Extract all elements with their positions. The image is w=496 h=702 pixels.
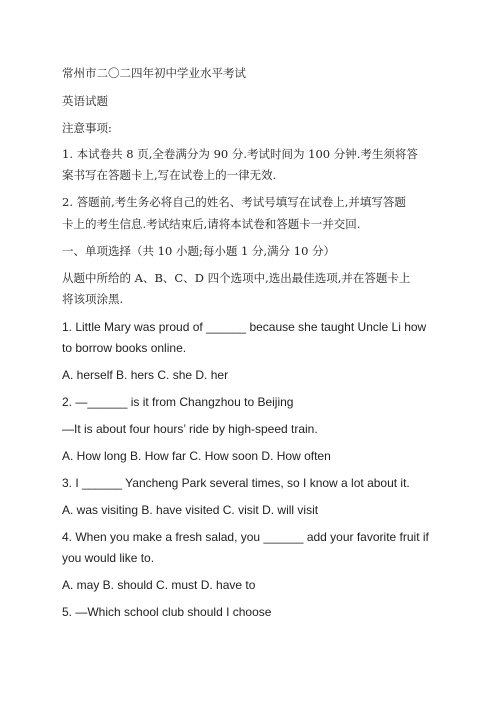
section-1-heading: 一、单项选择（共 10 小题;每小题 1 分,满分 10 分） xyxy=(62,244,336,258)
notice-item-1-line-1: 1. 本试卷共 8 页,全卷满分为 90 分.考试时间为 100 分钟.考生须将答 xyxy=(62,147,418,161)
notice-item-2-line-1: 2. 答题前,考生务必将自己的姓名、考试号填写在试卷上,并填写答题 xyxy=(62,195,406,209)
question-2-stem-line-2: —It is about four hours’ ride by high-speed train. xyxy=(62,422,318,436)
question-4-stem-line-2: you would like to. xyxy=(62,551,155,565)
question-1-stem-line-2: to borrow books online. xyxy=(62,341,187,355)
exam-title: 常州市二〇二四年初中学业水平考试 xyxy=(62,66,246,80)
question-5-stem-line-1: 5. —Which school club should I choose xyxy=(62,605,272,619)
question-1-options: A. herself B. hers C. she D. her xyxy=(62,368,229,382)
notice-item-1-line-2: 案书写在答题卡上,写在试卷上的一律无效. xyxy=(62,168,277,182)
question-2-stem-line-1: 2. —______ is it from Changzhou to Beijing xyxy=(62,395,294,409)
notice-heading: 注意事项: xyxy=(62,121,112,135)
notice-item-2-line-2: 卡上的考生信息.考试结束后,请将本试卷和答题卡一并交回. xyxy=(62,217,361,231)
section-1-instruction-line-1: 从题中所给的 A、B、C、D 四个选项中,选出最佳选项,并在答题卡上 xyxy=(62,271,411,285)
question-4-stem-line-1: 4. When you make a fresh salad, you ______ add your favorite fruit if xyxy=(62,530,429,544)
question-3-options: A. was visiting B. have visited C. visit D. will visit xyxy=(62,503,319,517)
question-3-stem-line-1: 3. I ______ Yancheng Park several times, so I know a lot about it. xyxy=(62,476,410,490)
question-1-stem-line-1: 1. Little Mary was proud of ______ because she taught Uncle Li how xyxy=(62,320,427,334)
question-2-options: A. How long B. How far C. How soon D. How often xyxy=(62,449,331,463)
exam-subject: 英语试题 xyxy=(62,94,108,108)
question-4-options: A. may B. should C. must D. have to xyxy=(62,578,256,592)
section-1-instruction-line-2: 将该项涂黑. xyxy=(62,292,124,306)
